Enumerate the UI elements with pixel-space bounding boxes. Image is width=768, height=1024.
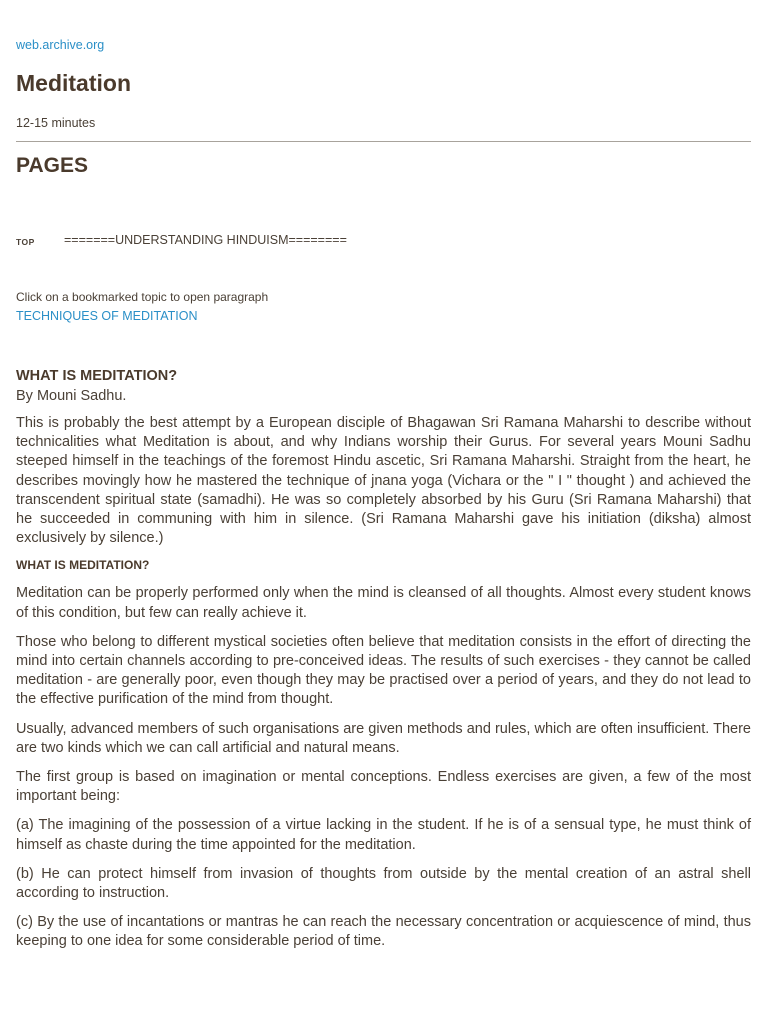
paragraph: (a) The imagining of the possession of a virtue lacking in the student. If he is of a sensual type, he must think of himself as chaste during the time appointed for the meditation. [16, 817, 751, 853]
paragraph: The first group is based on imagination or mental conceptions. Endless exercises are given, a few of the most important being: [16, 769, 751, 805]
paragraph: Usually, advanced members of such organisations are given methods and rules, which are often insufficient. There are two kinds which we can call artificial and natural means. [16, 720, 751, 756]
read-time: 12-15 minutes [16, 116, 96, 130]
intro-paragraph: This is probably the best attempt by a European disciple of Bhagawan Sri Ramana Maharshi to describe without technicalities what Meditation is about, and why Indians worship their Gurus. For several years Mouni Sadhu steeped himself in the teachings of the foremost Hindu ascetic, Sri Ramana Maharshi. Straight from the heart, he describes movingly how he mastered the technique of jnana yoga (Vichara or the " I " thought ) and achieved the transcendent spiritual state (samadhi). He was so completely absorbed by his Guru (Sri Ramana Maharshi) that he succeeded in communing with him in silence. (Sri Ramana Maharshi gave his initiation (diksha) almost exclusively by silence.) [16, 415, 751, 547]
top-anchor-link[interactable]: TOP [16, 237, 35, 247]
page-title: Meditation [16, 70, 131, 96]
paragraph: Those who belong to different mystical societies often believe that meditation consists in the effort of directing the mind into certain channels according to pre-conceived ideas. The results of such exercises - they cannot be called meditation - are generally poor, even though they may be practised over a period of years, and they do not lead to the effective purification of the mind from thought. [16, 633, 751, 708]
article-heading: WHAT IS MEDITATION? [16, 368, 178, 384]
paragraph: (b) He can protect himself from invasion of thoughts from outside by the mental creation of an astral shell according to instruction. [16, 865, 751, 902]
article-body [16, 367, 751, 962]
divider [16, 141, 751, 142]
source-link[interactable]: web.archive.org [16, 38, 105, 52]
bookmark-hint: Click on a bookmarked topic to open paragraph [16, 290, 269, 304]
article-subheading: WHAT IS MEDITATION? [16, 558, 150, 573]
paragraph: Meditation can be properly performed only when the mind is cleansed of all thoughts. Almost every student knows of this condition, but few can really achieve it. [16, 585, 751, 621]
paragraph: (c) By the use of incantations or mantras he can reach the necessary concentration or acquiescence of mind, thus keeping to one idea for some considerable period of time. [16, 914, 751, 950]
toc-link-techniques[interactable]: TECHNIQUES OF MEDITATION [16, 309, 198, 323]
article-byline: By Mouni Sadhu. [16, 388, 127, 404]
banner-text: =======UNDERSTANDING HINDUISM======== [64, 233, 347, 247]
section-heading: PAGES [16, 154, 88, 177]
